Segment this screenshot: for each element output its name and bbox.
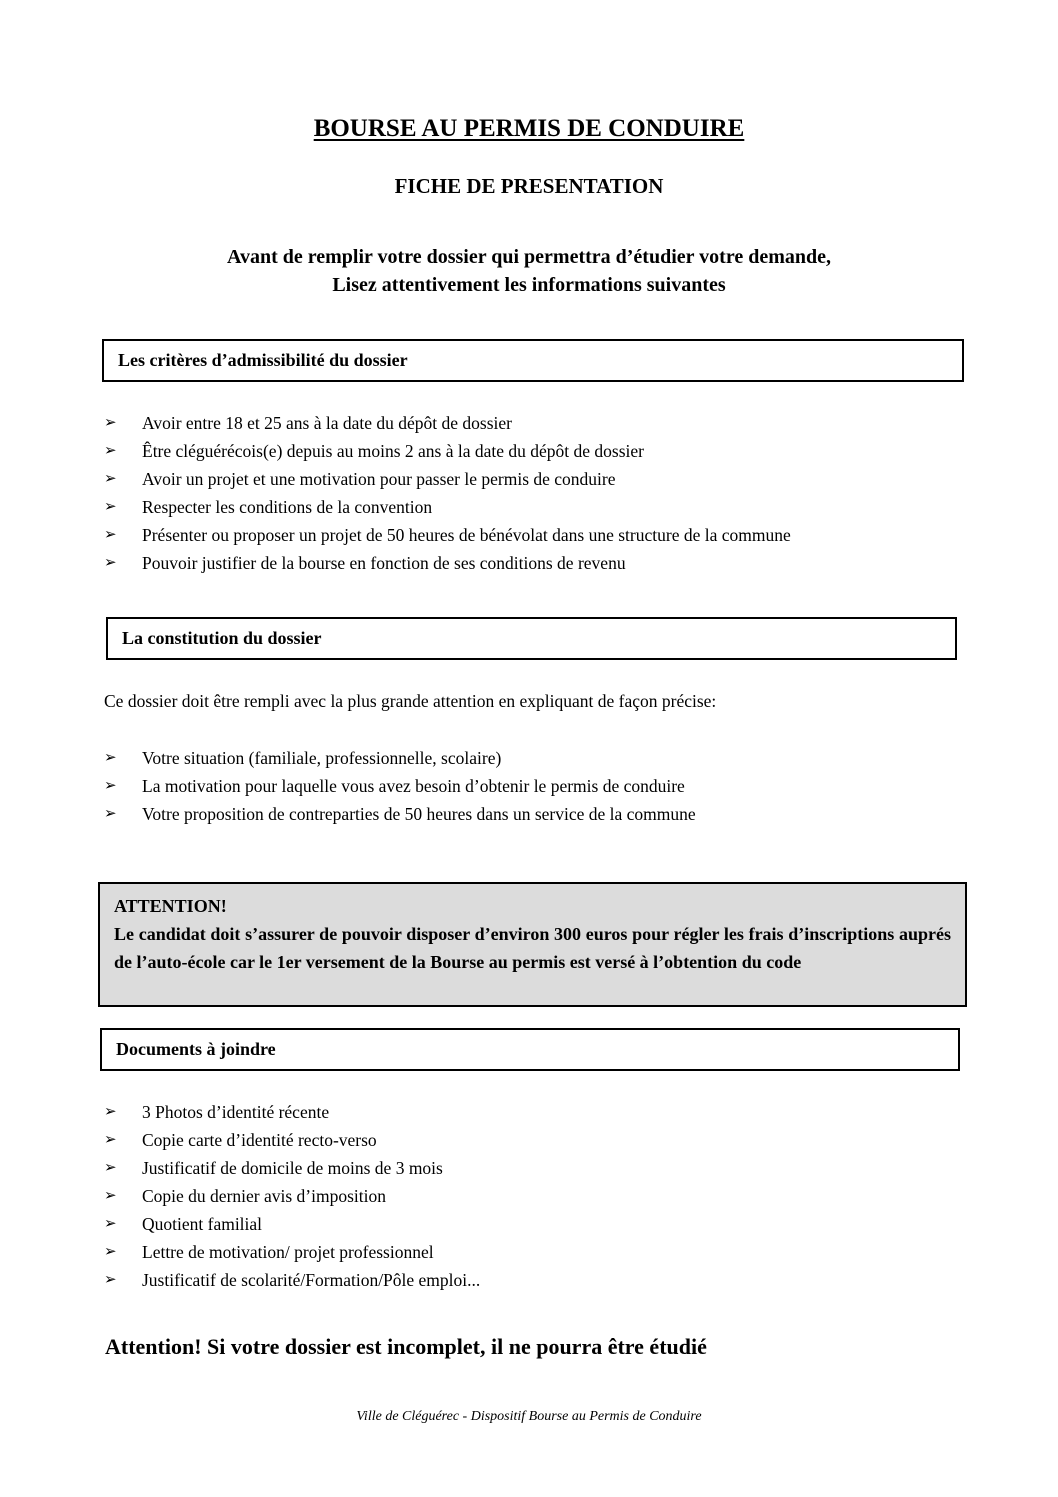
intro-line-2: Lisez attentivement les informations suivantes (332, 274, 726, 296)
arrow-right-icon: ➢ (104, 1132, 117, 1148)
document-title: BOURSE AU PERMIS DE CONDUIRE (313, 115, 745, 142)
arrow-right-icon: ➢ (104, 778, 117, 794)
page-footer: Ville de Cléguérec - Dispositif Bourse au Permis de Conduire (356, 1409, 702, 1424)
section-heading-constitution: La constitution du dossier (106, 617, 957, 660)
arrow-right-icon: ➢ (104, 1188, 117, 1204)
constitution-paragraph: Ce dossier doit être rempli avec la plus grande attention en expliquant de façon précise: (104, 691, 717, 711)
documents-list (104, 1098, 480, 1294)
intro-line-1: Avant de remplir votre dossier qui permettra d’étudier votre demande, (226, 246, 831, 268)
document-subtitle: FICHE DE PRESENTATION (394, 174, 664, 198)
criteria-list (104, 409, 791, 577)
list-item: ➢ Pouvoir justifier de la bourse en fonction de ses conditions de revenu (104, 549, 791, 577)
list-item: ➢ Avoir entre 18 et 25 ans à la date du dépôt de dossier (104, 409, 791, 437)
arrow-right-icon: ➢ (104, 806, 117, 822)
list-item: ➢ Justificatif de domicile de moins de 3 mois (104, 1154, 480, 1182)
attention-body: Le candidat doit s’assurer de pouvoir disposer d’environ 300 euros pour régler les frais d’inscriptions auprés de l’auto-école car le 1er versement de la Bourse au permis est versé à l’obtention du code (114, 924, 951, 972)
list-item: ➢ Avoir un projet et une motivation pour passer le permis de conduire (104, 465, 791, 493)
arrow-right-icon: ➢ (104, 1216, 117, 1232)
constitution-list (104, 744, 696, 828)
list-item: ➢ Justificatif de scolarité/Formation/Pôle emploi... (104, 1266, 480, 1294)
list-item: ➢ Votre situation (familiale, professionnelle, scolaire) (104, 744, 696, 772)
list-item: ➢ Quotient familial (104, 1210, 480, 1238)
final-warning: Attention! Si votre dossier est incomplet, il ne pourra être étudié (105, 1334, 707, 1359)
list-item: ➢ La motivation pour laquelle vous avez besoin d’obtenir le permis de conduire (104, 772, 696, 800)
arrow-right-icon: ➢ (104, 471, 117, 487)
arrow-right-icon: ➢ (104, 555, 117, 571)
arrow-right-icon: ➢ (104, 499, 117, 515)
list-item: ➢ 3 Photos d’identité récente (104, 1098, 480, 1126)
list-item: ➢ Copie carte d’identité recto-verso (104, 1126, 480, 1154)
section-heading-documents: Documents à joindre (100, 1028, 960, 1071)
arrow-right-icon: ➢ (104, 1160, 117, 1176)
section-heading-criteria: Les critères d’admissibilité du dossier (102, 339, 964, 382)
list-item: ➢ Lettre de motivation/ projet professionnel (104, 1238, 480, 1266)
arrow-right-icon: ➢ (104, 527, 117, 543)
attention-heading: ATTENTION! (114, 896, 227, 916)
arrow-right-icon: ➢ (104, 1244, 117, 1260)
list-item: ➢ Présenter ou proposer un projet de 50 heures de bénévolat dans une structure de la commune (104, 521, 791, 549)
list-item: ➢ Copie du dernier avis d’imposition (104, 1182, 480, 1210)
list-item: ➢ Votre proposition de contreparties de 50 heures dans un service de la commune (104, 800, 696, 828)
arrow-right-icon: ➢ (104, 750, 117, 766)
list-item: ➢ Être cléguérécois(e) depuis au moins 2 ans à la date du dépôt de dossier (104, 437, 791, 465)
intro-text (0, 243, 1058, 299)
arrow-right-icon: ➢ (104, 1104, 117, 1120)
arrow-right-icon: ➢ (104, 443, 117, 459)
list-item: ➢ Respecter les conditions de la convention (104, 493, 791, 521)
arrow-right-icon: ➢ (104, 415, 117, 431)
attention-box (98, 882, 967, 1007)
arrow-right-icon: ➢ (104, 1272, 117, 1288)
